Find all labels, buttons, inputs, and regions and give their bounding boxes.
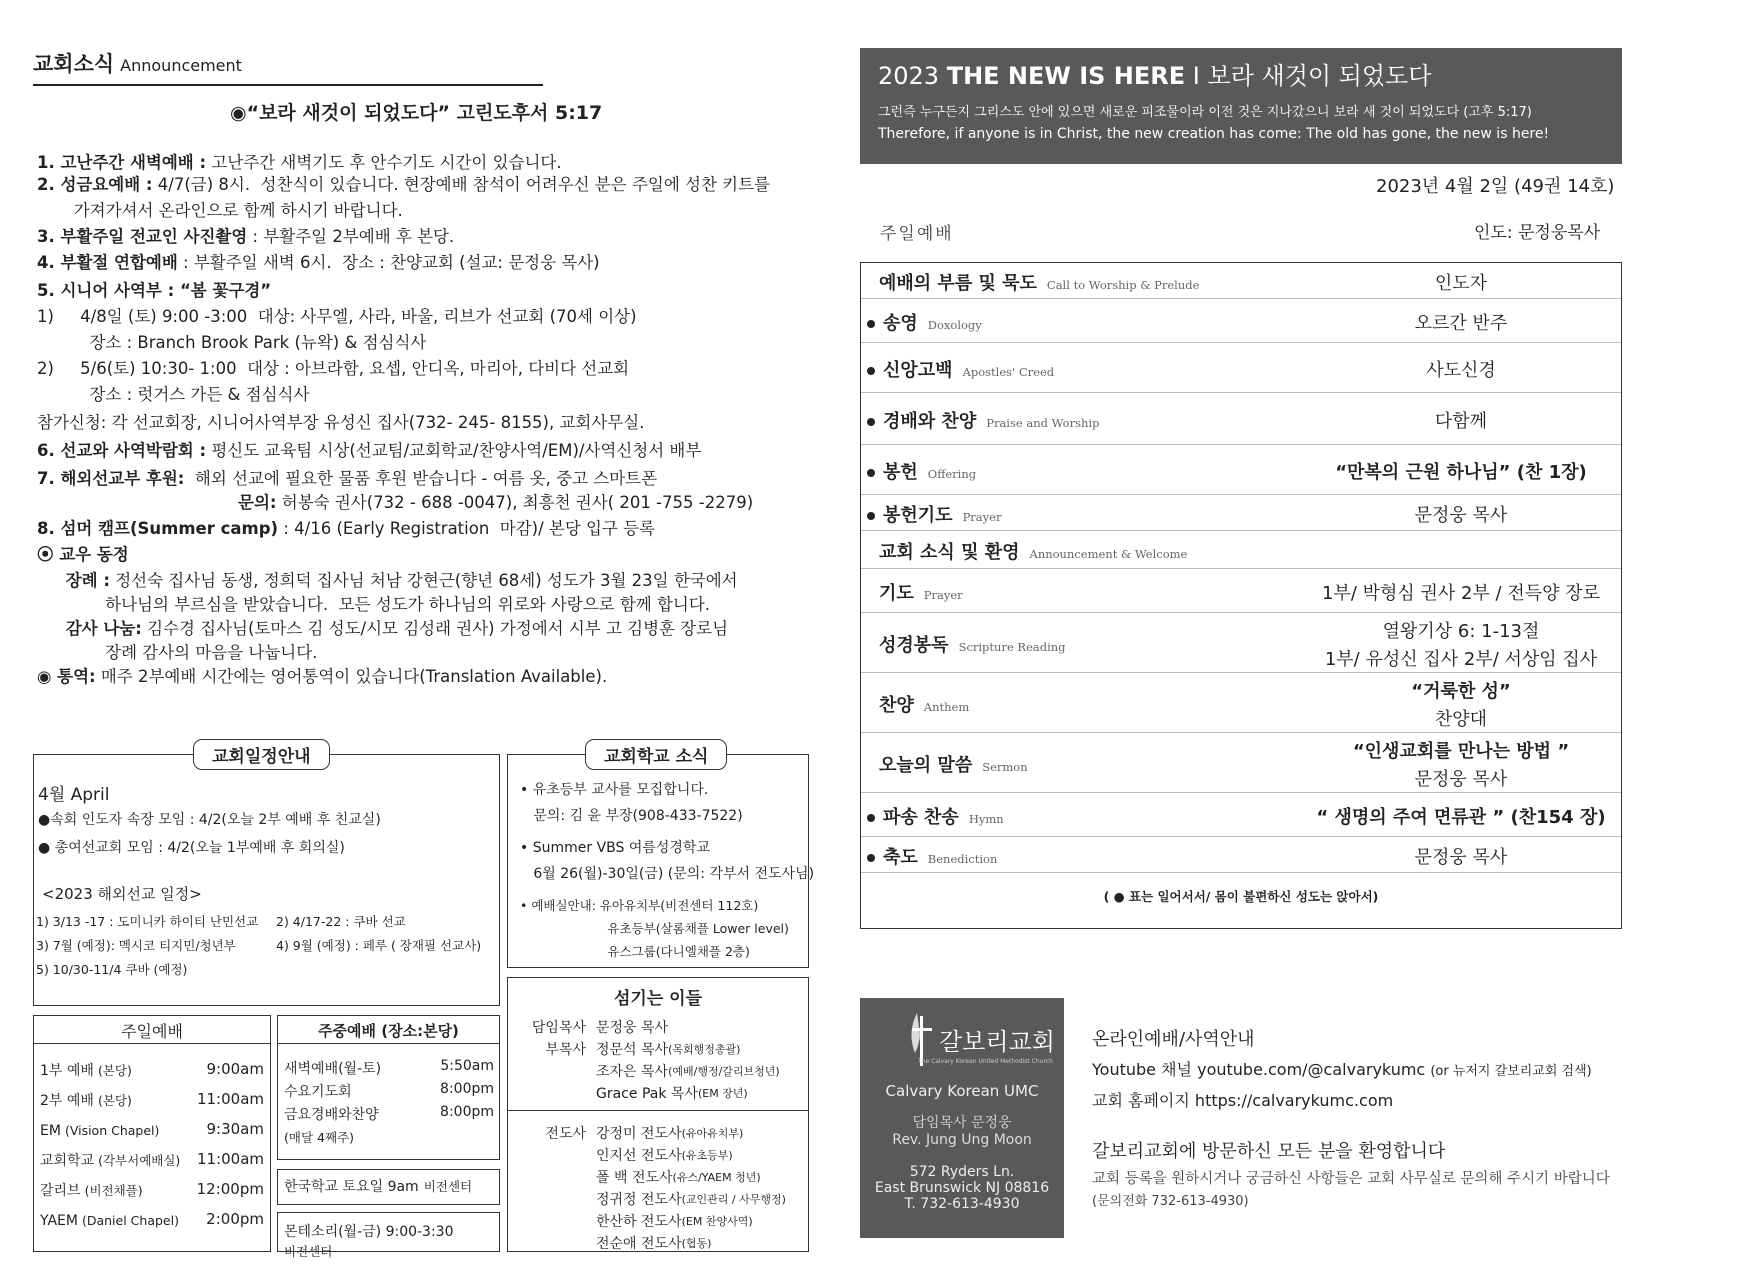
order-value: 다함께 (1434, 411, 1488, 432)
service-name: 갈리브 (40, 1183, 81, 1199)
announcement-line (37, 171, 770, 195)
mission-item: 2) 4/17-22 : 쿠바 선교 (276, 914, 406, 929)
order-row (861, 793, 1621, 837)
order-row (861, 837, 1621, 873)
mission-item: 4) 9월 (예정) : 페루 ( 장재필 선교사) (276, 938, 482, 953)
announcement-line (37, 541, 129, 565)
order-title-ko: 찬양 (879, 695, 914, 716)
announcement-line (37, 465, 657, 489)
sunday-service-row (40, 1150, 264, 1180)
announcement-line (37, 329, 426, 353)
room-line: 유초등부(살롬채플 Lower level) (520, 921, 789, 936)
school-news-line: • 유초등부 교사를 모집합니다. (520, 782, 709, 798)
order-value: 오르간 반주 (1414, 313, 1508, 334)
servant-name: Grace Pak 목사 (596, 1086, 698, 1102)
school-tab: 교회학교 소식 (585, 739, 727, 770)
sunday-service-row (40, 1090, 264, 1120)
service-name: EM (40, 1123, 61, 1139)
order-row (861, 569, 1621, 613)
standing-note: ( ● 표는 일어서서/ 몸이 불편하신 성도는 앉아서) (1103, 889, 1379, 904)
servant-name: 폴 백 전도사 (596, 1170, 673, 1186)
school-box (507, 754, 815, 968)
order-value: “거룩한 성” (1411, 681, 1511, 702)
order-title-ko: 성경봉독 (879, 635, 949, 656)
service-leader: 인도: 문정웅목사 (1474, 223, 1601, 243)
order-row (861, 393, 1621, 445)
announcement-text: 참가신청: 각 선교회장, 시니어사역부장 유성신 집사(732- 245- 8155), 교회사무실. (37, 413, 645, 432)
servant-row (516, 1038, 806, 1060)
order-title-ko: 예배의 부름 및 묵도 (879, 273, 1037, 294)
servant-role-detail: (EM 찬양사역) (681, 1215, 753, 1228)
service-time: 8:00pm (440, 1081, 494, 1097)
order-row (861, 733, 1621, 793)
servant-role-detail: (EM 장년) (697, 1087, 748, 1100)
announcement-bold: 3. 부활주일 전교인 사진촬영 (37, 227, 248, 246)
service-place: (본당) (97, 1093, 132, 1108)
welcome-title: 갈보리교회에 방문하신 모든 분을 환영합니다 (1092, 1141, 1446, 1162)
order-value: “ 생명의 주여 면류관 ” (찬154 장) (1316, 807, 1606, 828)
korean-school: 한국학교 토요일 9am (284, 1179, 419, 1195)
order-title-ko: 봉헌기도 (883, 505, 953, 526)
homepage-label: 교회 홈페이지 (1092, 1091, 1190, 1110)
order-value-2: 1부/ 유성신 집사 2부/ 서상임 집사 (1324, 649, 1598, 670)
order-title-en: Doxology (927, 318, 982, 332)
order-row (861, 263, 1621, 299)
servant-row (516, 1232, 806, 1254)
announcement-bold: 8. 섬머 캠프(Summer camp) (37, 519, 279, 538)
service-time: 8:00pm (440, 1104, 494, 1120)
servant-role: 부목사 (545, 1042, 586, 1058)
service-time: 11:00am (196, 1150, 264, 1168)
schedule-item: ●속회 인도자 속장 모임 : 4/2(오늘 2부 예배 후 친교실) (38, 812, 381, 828)
service-place: (본당) (97, 1063, 132, 1078)
order-label (879, 309, 982, 335)
bulletin-date: 2023년 4월 2일 (49권 14호) (1376, 176, 1615, 197)
order-label (879, 631, 1066, 657)
banner-separator: I (1185, 62, 1208, 90)
standing-dot-icon (867, 320, 875, 328)
montessori: 몬테소리(월-금) 9:00-3:30 (284, 1224, 454, 1240)
servant-name: 전순애 전도사 (596, 1236, 682, 1252)
servant-row (516, 1016, 806, 1038)
order-row (861, 343, 1621, 393)
service-name: YAEM (40, 1213, 78, 1229)
order-title-ko: 오늘의 말씀 (879, 755, 973, 776)
youtube-note: (or 뉴저지 갈보리교회 검색) (1430, 1064, 1592, 1079)
sunday-service-row (40, 1060, 264, 1090)
announcement-bold: 문의: (37, 493, 277, 512)
order-value: 인도자 (1434, 273, 1488, 294)
service-name: 2부 예배 (40, 1093, 94, 1109)
service-time: 9:30am (206, 1120, 264, 1138)
montessori-box (277, 1212, 500, 1259)
standing-dot-icon (867, 367, 875, 375)
order-title-en: Prayer (923, 588, 963, 602)
sunday-service-row (40, 1210, 264, 1240)
church-name-en: Calvary Korean UMC (885, 1082, 1039, 1100)
announcement-text: 평신도 교육팀 시상(선교팀/교회학교/찬양사역/EM)/사역신청서 배부 (206, 441, 702, 460)
announcement-bold: ◉ 통역: (37, 667, 96, 686)
announcement-text: 허봉숙 권사(732 - 688 -0047), 최흥천 권사( 201 -755 -2279) (276, 493, 754, 512)
order-title-en: Benediction (927, 852, 998, 866)
mission-item: 3) 7월 (예정): 멕시코 티지민/청년부 (36, 938, 236, 953)
announcement-bold: 장례 : (37, 571, 110, 590)
theme-verse: ◉“보라 새것이 되었도다” 고린도후서 5:17 (230, 102, 603, 124)
service-time: 9:00am (206, 1060, 264, 1078)
servant-row (516, 1122, 806, 1144)
weekday-service-row (284, 1081, 494, 1104)
order-row (861, 673, 1621, 733)
announcement-text: 해외 선교에 필요한 물품 후원 받습니다 - 여름 옷, 중고 스마트폰 (184, 469, 658, 488)
church-logo (860, 1008, 1064, 1068)
announcement-text: 매주 2부예배 시간에는 영어통역이 있습니다(Translation Available). (95, 667, 608, 686)
servant-role-detail: (예배/행정/갈리브청년) (668, 1065, 780, 1078)
order-title-ko: 축도 (883, 847, 918, 868)
servant-row (516, 1188, 806, 1210)
servant-name: 문정웅 목사 (596, 1020, 669, 1036)
room-line: 유스그룹(다니엘채플 2층) (520, 944, 750, 959)
announcement-text: : 부활주일 새벽 6시. 장소 : 찬양교회 (설교: 문정웅 목사) (177, 253, 600, 272)
order-label (879, 538, 1187, 564)
servant-row (516, 1082, 806, 1104)
standing-dot-icon (867, 814, 875, 822)
order-value-2: 문정웅 목사 (1414, 769, 1508, 790)
order-value-2: 찬양대 (1434, 709, 1488, 730)
service-title: 주일예배 (880, 224, 954, 244)
order-row (861, 299, 1621, 343)
announcement-title-ko: 교회소식 (33, 52, 115, 76)
weekday-worship-box (277, 1015, 500, 1160)
order-of-worship (860, 262, 1622, 929)
order-row (861, 445, 1621, 495)
announcement-text: 가져가셔서 온라인으로 함께 하시기 바랍니다. (37, 201, 403, 220)
order-title-ko: 교회 소식 및 환영 (879, 542, 1020, 563)
servant-name: 정문석 목사 (596, 1042, 669, 1058)
weekday-worship-title: 주중예배 (장소:본당) (278, 1016, 499, 1044)
standing-dot-icon (867, 469, 875, 477)
order-title-en: Sermon (982, 760, 1028, 774)
announcement-text: 4/7(금) 8시. 성찬식이 있습니다. 현장예배 참석이 어려우신 분은 주일에 성찬 키트를 (152, 175, 770, 194)
office-phone: (문의전화 732-613-4930) (1092, 1194, 1249, 1209)
announcement-line (37, 615, 728, 639)
servant-name: 조자은 목사 (596, 1064, 669, 1080)
sunday-worship-box (33, 1015, 271, 1252)
announcement-line (37, 409, 644, 433)
service-name: 수요기도회 (284, 1084, 352, 1100)
order-row (861, 613, 1621, 673)
order-label (879, 803, 1004, 829)
servant-role: 전도사 (545, 1126, 586, 1142)
pastor-ko: 담임목사 문정웅 (912, 1115, 1012, 1131)
servant-row (516, 1144, 806, 1166)
sunday-service-row (40, 1120, 264, 1150)
servant-role-detail: (유스/YAEM 청년) (672, 1171, 761, 1184)
sunday-worship-title: 주일예배 (34, 1016, 270, 1044)
service-time: 11:00am (196, 1090, 264, 1108)
announcement-bold: ⦿ 교우 동정 (37, 545, 129, 564)
welcome-text: 교회 등록을 원하시거나 궁금하신 사항들은 교회 사무실로 문의해 주시기 바랍니다 (1092, 1171, 1610, 1187)
korean-school-location: 비전센터 (423, 1179, 473, 1194)
announcement-line (37, 355, 629, 379)
order-title-ko: 기도 (879, 583, 914, 604)
order-title-en: Apostles' Creed (962, 365, 1055, 379)
announcement-header (33, 48, 543, 86)
announcement-line (37, 303, 637, 327)
order-title-ko: 송영 (883, 313, 918, 334)
announcement-bold: 감사 나눔: (37, 619, 142, 638)
announcement-bold: 7. 해외선교부 후원: (37, 469, 185, 488)
announcement-text: 장소 : Branch Brook Park (뉴왁) & 점심식사 (37, 333, 427, 352)
church-phone: T. 732-613-4930 (904, 1196, 1020, 1212)
order-label (879, 579, 963, 605)
theme-banner (860, 48, 1622, 164)
order-title-ko: 신앙고백 (883, 360, 953, 381)
servants-title: 섬기는 이들 (613, 989, 703, 1009)
order-title-en: Praise and Worship (986, 416, 1100, 430)
school-news-line: 6월 26(월)-30일(금) (문의: 각부서 전도사님) (520, 866, 815, 882)
standing-dot-icon (867, 854, 875, 862)
announcement-text: 하나님의 부르심을 받았습니다. 모든 성도가 하나님의 위로와 사랑으로 함께 합니다. (37, 595, 711, 614)
mission-title: <2023 해외선교 일정> (42, 885, 202, 903)
banner-verse-ko: 그런즉 누구든지 그리스도 안에 있으면 새로운 피조물이라 이전 것은 지나갔으니 보라 새 것이 되었도다 (고후 5:17) (878, 105, 1532, 120)
order-value: “만복의 근원 하나님” (찬 1장) (1335, 462, 1587, 483)
announcement-line (37, 381, 309, 405)
order-label (879, 356, 1054, 382)
announcement-text: : 4/16 (Early Registration 마감)/ 본당 입구 등록 (278, 519, 656, 538)
order-title-en: Anthem (923, 700, 970, 714)
weekday-service-row (284, 1104, 494, 1127)
banner-title-ko: 보라 새것이 되었도다 (1207, 62, 1432, 90)
servant-role-detail: (유아유치부) (681, 1127, 744, 1140)
banner-year: 2023 (878, 62, 940, 90)
service-name: 금요경배와찬양 (284, 1107, 379, 1123)
announcement-line (37, 515, 655, 539)
servant-name: 인지선 전도사 (596, 1148, 682, 1164)
korean-school-box (277, 1169, 500, 1205)
order-label (879, 751, 1028, 777)
pastor-en: Rev. Jung Ung Moon (892, 1132, 1032, 1148)
servants-box (507, 977, 809, 1252)
order-title-ko: 경배와 찬양 (883, 411, 977, 432)
service-name: 1부 예배 (40, 1063, 94, 1079)
order-value: 문정웅 목사 (1414, 847, 1508, 868)
order-label (879, 407, 1099, 433)
school-news-line: • Summer VBS 여름성경학교 (520, 840, 710, 856)
servant-role-detail: (유초등부) (681, 1149, 733, 1162)
announcement-text: 1) 4/8일 (토) 9:00 -3:00 대상: 사무엘, 사라, 바울, 리브가 선교회 (70세 이상) (37, 307, 637, 326)
order-label (879, 458, 976, 484)
announcement-bold: 5. 시니어 사역부 : “봄 꽃구경” (37, 281, 272, 300)
church-logo-name: 갈보리교회 (939, 1028, 1055, 1056)
order-title-en: Hymn (968, 812, 1004, 826)
order-title-en: Call to Worship & Prelude (1046, 278, 1200, 292)
order-title-en: Scripture Reading (958, 640, 1066, 654)
servant-role: 담임목사 (531, 1020, 586, 1036)
announcement-text: 장례 감사의 마음을 나눕니다. (37, 643, 318, 662)
announcement-line (37, 197, 403, 221)
youtube-link[interactable]: youtube.com/@calvarykumc (1197, 1060, 1426, 1079)
announcement-line (37, 489, 753, 513)
room-line: • 예배실안내: 유아유치부(비전센터 112호) (520, 898, 759, 913)
announcement-line (37, 591, 710, 615)
service-place: (각부서예배실) (98, 1153, 181, 1168)
servant-name: 정귀정 전도사 (596, 1192, 682, 1208)
servant-role-detail: (목회행정총괄) (668, 1043, 741, 1056)
address-line1: 572 Ryders Ln. (909, 1164, 1015, 1180)
church-logo-block (860, 998, 1064, 1238)
service-time: 2:00pm (206, 1210, 264, 1228)
logo-tiny-text: The Calvary Korean United Methodist Church (918, 1058, 1053, 1065)
service-name: 교회학교 (40, 1153, 95, 1169)
servant-row (516, 1060, 806, 1082)
order-title-ko: 봉헌 (883, 462, 918, 483)
order-value: “인생교회를 만나는 방법 ” (1352, 741, 1570, 762)
order-label (879, 843, 997, 869)
announcement-text: 정선숙 집사님 동생, 정희덕 집사님 처남 강현근(향년 68세) 성도가 3월 23일 한국에서 (109, 571, 738, 590)
order-label (879, 691, 969, 717)
standing-dot-icon (867, 512, 875, 520)
schedule-item: ● 총여선교회 모임 : 4/2(오늘 1부예배 후 회의실) (38, 840, 345, 856)
announcement-line (37, 277, 271, 301)
mission-item: 5) 10/30-11/4 쿠바 (예정) (36, 962, 188, 977)
announcement-text: 고난주간 새벽기도 후 안수기도 시간이 있습니다. (206, 153, 562, 172)
announcement-text: 장소 : 럿거스 가든 & 점심식사 (37, 385, 310, 404)
order-row (861, 531, 1621, 569)
announcement-bold: 1. 고난주간 새벽예배 : (37, 153, 207, 172)
schedule-tab: 교회일정안내 (193, 739, 330, 770)
announcement-text: 2) 5/6(토) 10:30- 1:00 대상 : 아브라함, 요셉, 안디옥, 마리아, 다비다 선교회 (37, 359, 630, 378)
banner-verse-en: Therefore, if anyone is in Christ, the new creation has come: The old has gone, the new is here! (878, 126, 1550, 142)
announcement-line (37, 639, 317, 663)
announcement-line (37, 223, 454, 247)
servant-name: 한산하 전도사 (596, 1214, 682, 1230)
order-title-en: Offering (927, 467, 977, 481)
servant-name: 강정미 전도사 (596, 1126, 682, 1142)
servant-role-detail: (교인관리 / 사무행정) (681, 1193, 786, 1206)
online-title: 온라인예배/사역안내 (1092, 1029, 1255, 1050)
service-time: 5:50am (440, 1058, 494, 1074)
weekday-service-row (284, 1058, 494, 1081)
announcement-line (37, 437, 701, 461)
order-value: 1부/ 박형심 권사 2부 / 전득양 장로 (1321, 583, 1601, 604)
order-value: 열왕기상 6: 1-13절 (1382, 621, 1540, 642)
online-info (1092, 1025, 1610, 1209)
order-label (879, 269, 1199, 295)
montessori-location: 비전센터 (284, 1244, 333, 1259)
announcement-bold: 2. 성금요예배 : (37, 175, 153, 194)
order-value: 문정웅 목사 (1414, 505, 1508, 526)
homepage-link[interactable]: https://calvarykumc.com (1194, 1091, 1394, 1110)
servant-role-detail: (협동) (681, 1237, 712, 1250)
service-place: (Daniel Chapel) (81, 1213, 179, 1228)
schedule-box (33, 754, 500, 1006)
servant-row (516, 1166, 806, 1188)
order-row (861, 495, 1621, 531)
service-place: (비전채플) (84, 1183, 143, 1198)
announcement-line (37, 149, 562, 173)
order-title-ko: 파송 찬송 (883, 807, 959, 828)
announcement-bold: 4. 부활절 연합예배 (37, 253, 178, 272)
standing-dot-icon (867, 418, 875, 426)
weekday-note: (매달 4째주) (284, 1130, 354, 1145)
order-title-en: Prayer (962, 510, 1002, 524)
order-title-en: Announcement & Welcome (1029, 547, 1188, 561)
announcement-text: : 부활주일 2부예배 후 본당. (247, 227, 455, 246)
order-value: 사도신경 (1426, 360, 1496, 381)
address-line2: East Brunswick NJ 08816 (874, 1180, 1050, 1196)
banner-title: THE NEW IS HERE (946, 62, 1186, 90)
school-news-line: 문의: 김 윤 부장(908-433-7522) (520, 808, 743, 824)
announcement-text: 김수경 집사님(토마스 김 성도/시모 김성래 권사) 가정에서 시부 고 김병훈 장로님 (141, 619, 729, 638)
schedule-month: 4월 April (38, 785, 110, 805)
youtube-label: Youtube 채널 (1092, 1060, 1192, 1079)
announcement-title-en: Announcement (120, 56, 242, 75)
order-label (879, 501, 1001, 527)
service-place: (Vision Chapel) (64, 1123, 160, 1138)
announcement-line (37, 663, 607, 687)
mission-item: 1) 3/13 -17 : 도미니카 하이티 난민선교 (36, 914, 259, 929)
announcement-line (37, 567, 738, 591)
servant-row (516, 1210, 806, 1232)
service-time: 12:00pm (196, 1180, 264, 1198)
announcement-bold: 6. 선교와 사역박람회 : (37, 441, 207, 460)
service-name: 새벽예배(월-토) (284, 1061, 382, 1077)
announcement-line (37, 249, 600, 273)
sunday-service-row (40, 1180, 264, 1210)
mission-item (276, 960, 476, 978)
